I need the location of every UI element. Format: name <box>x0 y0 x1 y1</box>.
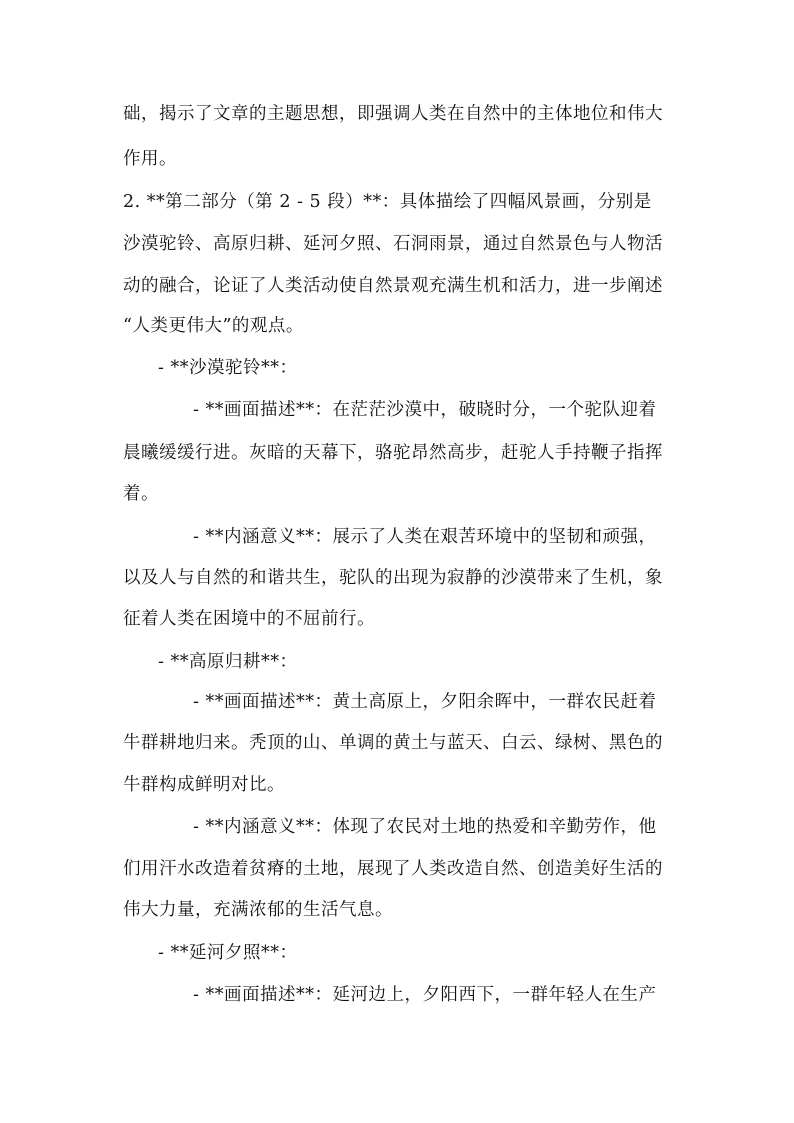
text-line: 动的融合，论证了人类活动使自然景观充满生机和活力，进一步阐述 <box>123 276 663 296</box>
text-line: 征着人类在困境中的不屈前行。 <box>123 609 375 629</box>
text-line: 础，揭示了文章的主题思想，即强调人类在自然中的主体地位和伟大 <box>123 104 663 124</box>
text-line: 牛群构成鲜明对比。 <box>123 775 285 795</box>
text-line: 沙漠驼铃、高原归耕、延河夕照、石洞雨景，通过自然景色与人物活 <box>123 234 663 254</box>
sub-bullet: - **内涵意义**：展示了人类在艰苦环境中的坚韧和顽强， <box>193 527 657 547</box>
sub-bullet: - **内涵意义**：体现了农民对土地的热爱和辛勤劳作，他 <box>193 817 657 837</box>
text-line: 以及人与自然的和谐共生，驼队的出现为寂静的沙漠带来了生机，象 <box>123 568 663 588</box>
text-line: 们用汗水改造着贫瘠的土地，展现了人类改造自然、创造美好生活的 <box>123 859 663 879</box>
text-line: 着。 <box>123 484 159 504</box>
sub-bullet: - **画面描述**：延河边上，夕阳西下，一群年轻人在生产 <box>193 985 657 1005</box>
bullet-heading: - **高原归耕**： <box>158 652 298 672</box>
bullet-heading: - **延河夕照**： <box>158 943 298 963</box>
bullet-heading: - **沙漠驼铃**： <box>158 358 298 378</box>
sub-bullet: - **画面描述**：黄土高原上，夕阳余晖中，一群农民赶着 <box>193 692 657 712</box>
sub-bullet: - **画面描述**：在茫茫沙漠中，破晓时分，一个驼队迎着 <box>193 400 657 420</box>
numbered-item-heading: 2. **第二部分（第 2 - 5 段）**：具体描绘了四幅风景画，分别是 <box>123 192 652 212</box>
text-line: 牛群耕地归来。秃顶的山、单调的黄土与蓝天、白云、绿树、黑色的 <box>123 733 663 753</box>
text-line: 作用。 <box>123 149 177 169</box>
text-line: 伟大力量，充满浓郁的生活气息。 <box>123 900 393 920</box>
text-line: 晨曦缓缓行进。灰暗的天幕下，骆驼昂然高步，赶驼人手持鞭子指挥 <box>123 443 663 463</box>
text-line: “人类更伟大”的观点。 <box>123 316 304 336</box>
